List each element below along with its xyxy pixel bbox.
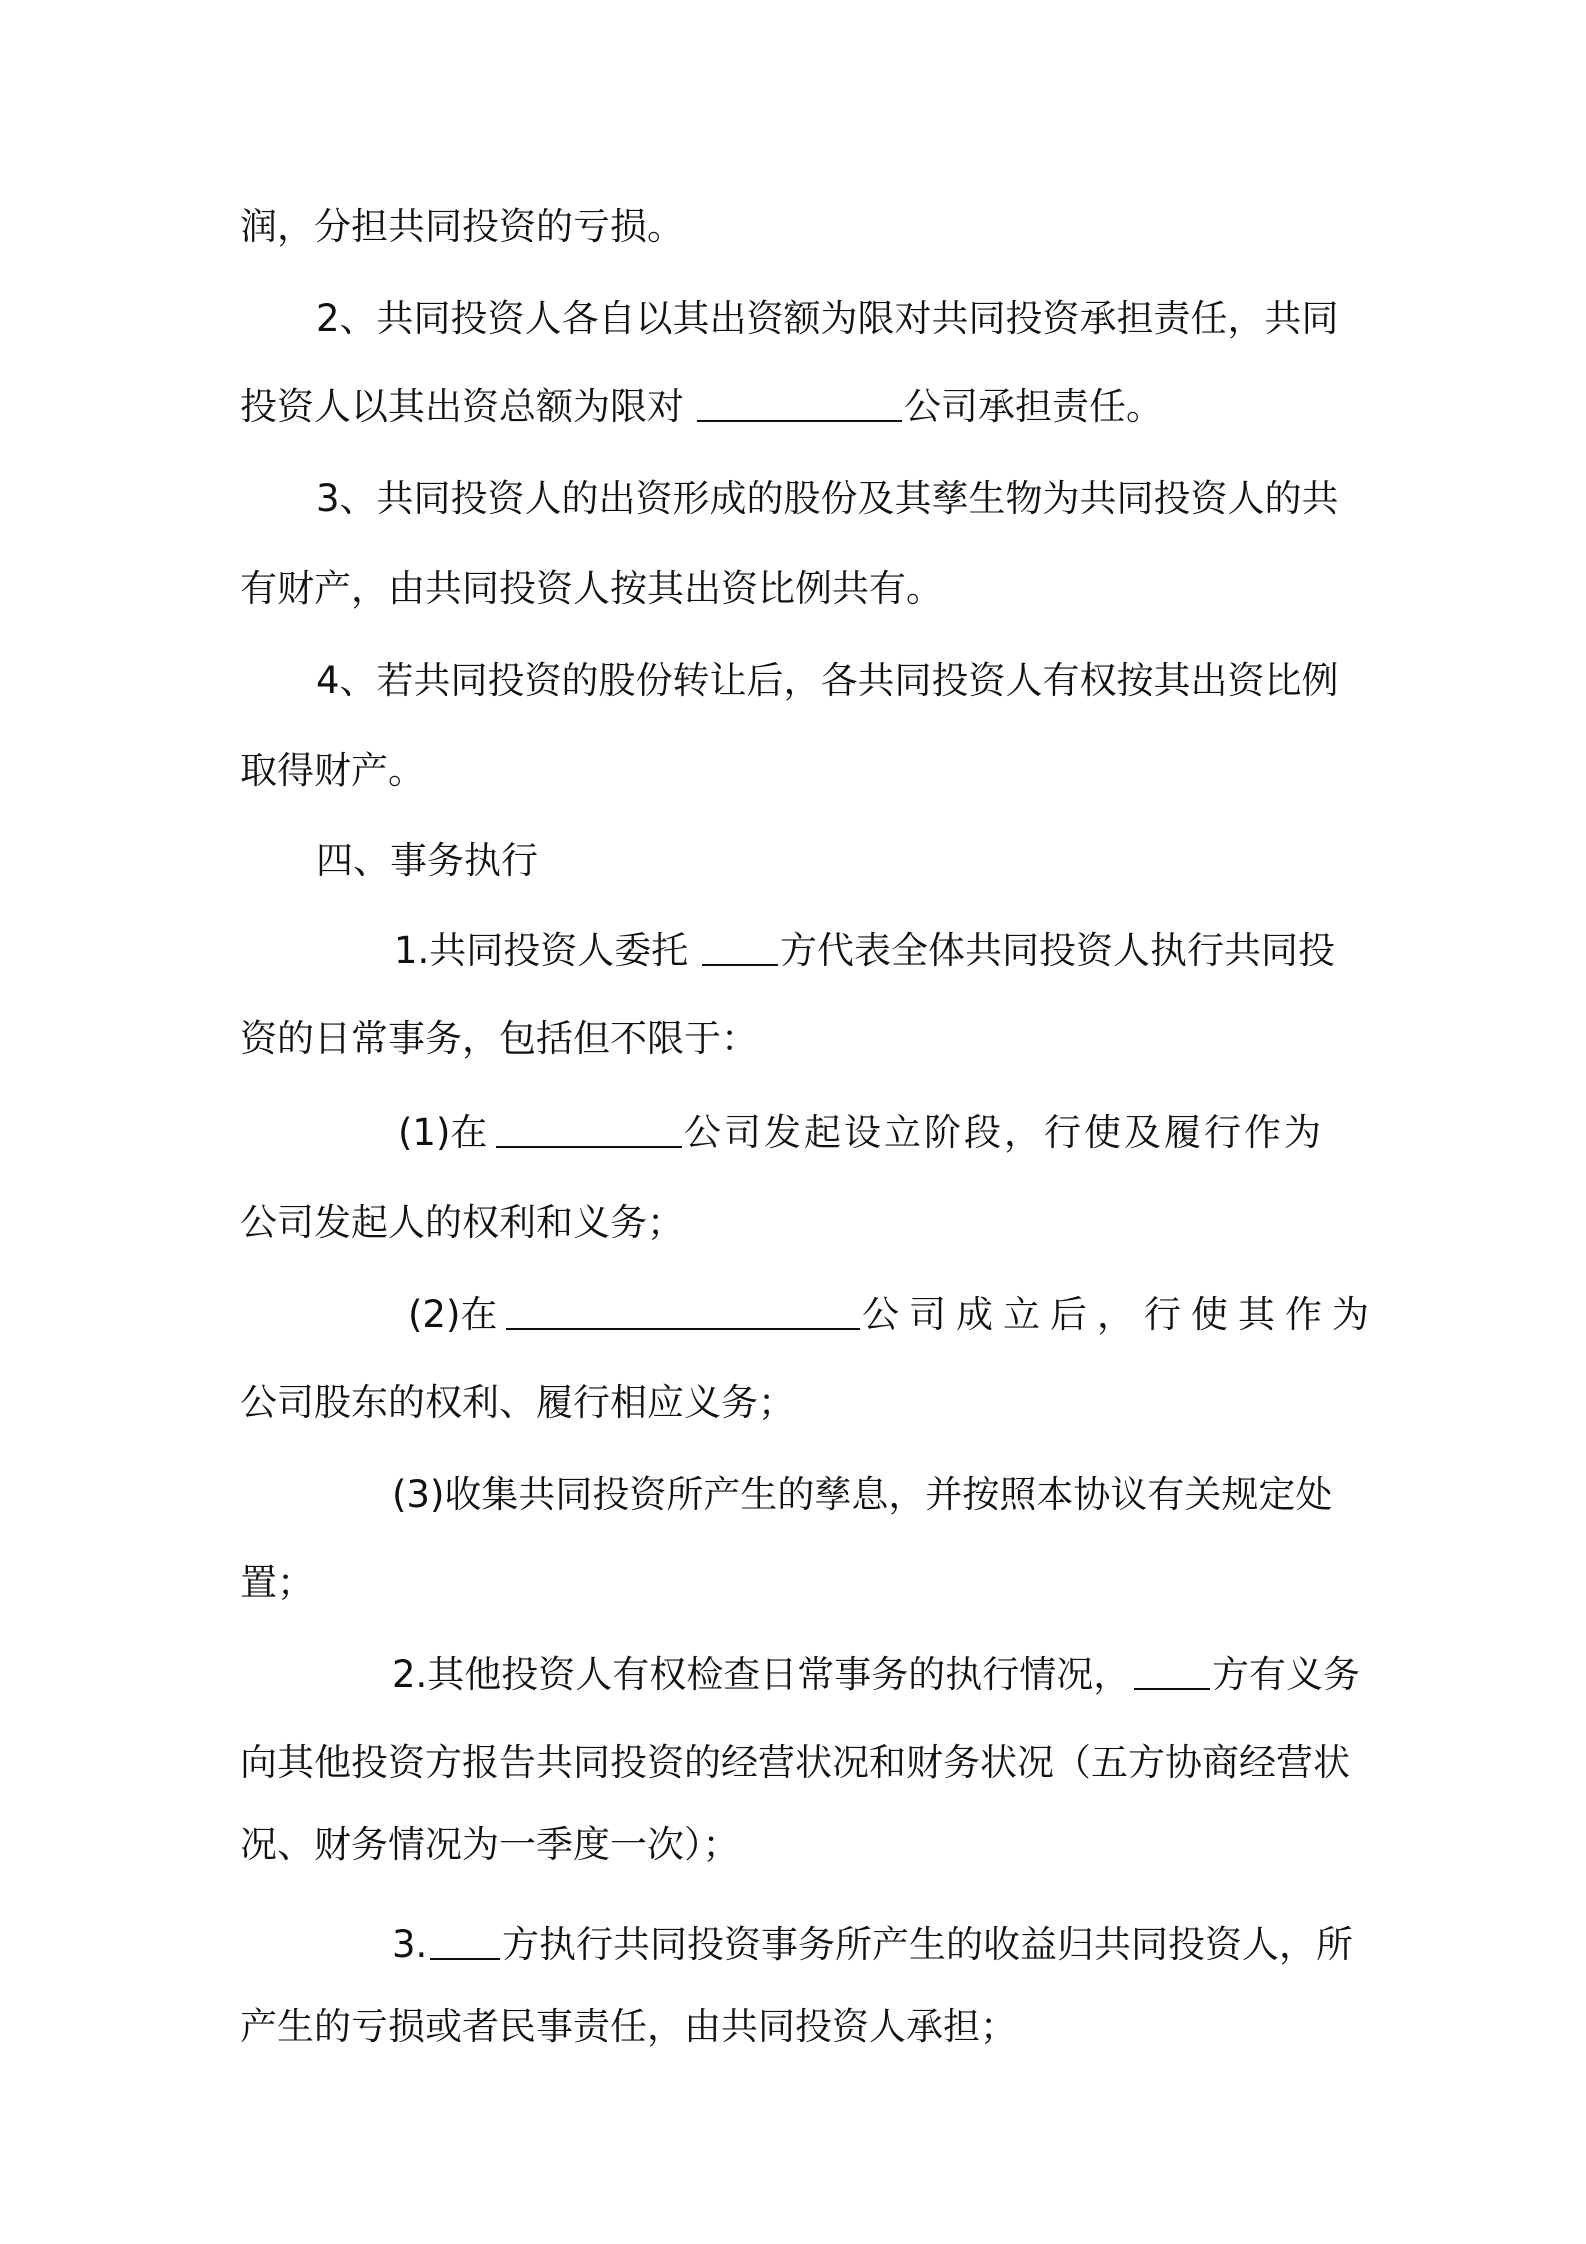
fill-in-blank bbox=[1134, 1650, 1210, 1690]
paragraph-line: 3. 方执行共同投资事务所产生的收益归共同投资人，所 bbox=[0, 1918, 1586, 1972]
paragraph-line: 资的日常事务，包括但不限于： bbox=[240, 1017, 758, 1060]
paragraph-line: 2、共同投资人各自以其出资额为限对共同投资承担责任，共同 bbox=[316, 297, 1339, 340]
paragraph-line: 取得财产。 bbox=[240, 749, 425, 792]
paragraph-line: 投资人以其出资总额为限对 公司承担责任。 bbox=[0, 380, 1586, 434]
paragraph-line: 1.共同投资人委托 方代表全体共同投资人执行共同投 bbox=[0, 924, 1586, 978]
paragraph-line: 2.其他投资人有权检查日常事务的执行情况， 方有义务 bbox=[0, 1648, 1586, 1702]
paragraph-line: 3、共同投资人的出资形成的股份及其孳生物为共同投资人的共 bbox=[316, 477, 1339, 520]
paragraph-line: 公司股东的权利、履行相应义务； bbox=[240, 1381, 795, 1424]
paragraph-line: 产生的亏损或者民事责任，由共同投资人承担； bbox=[240, 2005, 1017, 2048]
paragraph-line: 向其他投资方报告共同投资的经营状况和财务状况（五方协商经营状 bbox=[240, 1741, 1350, 1784]
paragraph-line: 置； bbox=[240, 1561, 314, 1604]
paragraph-line: (1)在 公司发起设立阶段，行使及履行作为 bbox=[0, 1106, 1586, 1160]
paragraph-line: 公司发起人的权利和义务； bbox=[240, 1201, 684, 1244]
fill-in-blank bbox=[496, 1108, 682, 1148]
fill-in-blank bbox=[430, 1920, 500, 1960]
paragraph-line: (3)收集共同投资所产生的孳息，并按照本协议有关规定处 bbox=[392, 1473, 1333, 1516]
paragraph-line: (2)在 公司成立后，行使其作为 bbox=[0, 1288, 1586, 1342]
fill-in-blank bbox=[702, 926, 778, 966]
paragraph-line: 有财产，由共同投资人按其出资比例共有。 bbox=[240, 567, 943, 610]
fill-in-blank bbox=[506, 1290, 860, 1330]
section-heading: 四、事务执行 bbox=[316, 839, 538, 882]
fill-in-blank bbox=[697, 382, 902, 422]
paragraph-line: 4、若共同投资的股份转让后，各共同投资人有权按其出资比例 bbox=[316, 659, 1339, 702]
paragraph-line: 况、财务情况为一季度一次）； bbox=[240, 1823, 740, 1866]
paragraph-line: 润，分担共同投资的亏损。 bbox=[240, 205, 684, 248]
